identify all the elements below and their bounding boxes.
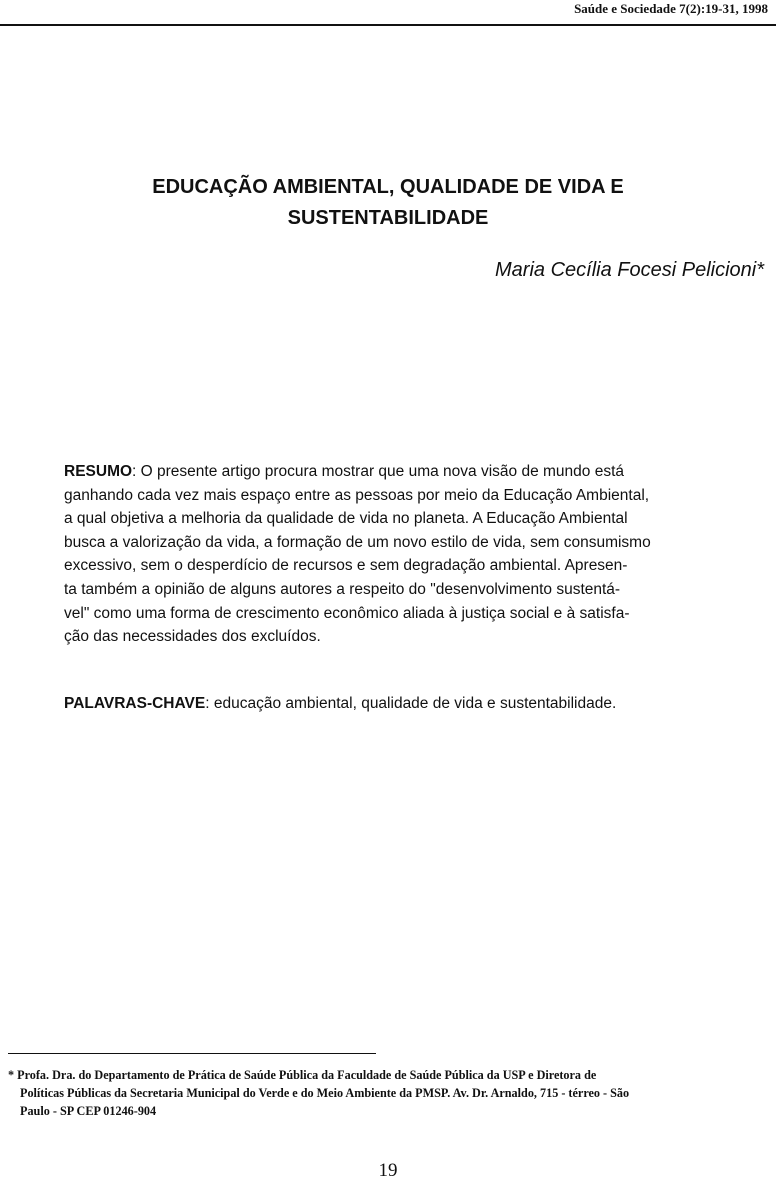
header-rule [0,24,776,26]
author-name: Maria Cecília Focesi Pelicioni* [495,259,764,281]
abstract-line: a qual objetiva a melhoria da qualidade de vida no planeta. A Educação Ambiental [64,510,628,528]
footnote [8,1066,768,1120]
abstract-label: RESUMO [64,463,133,480]
abstract-line: excessivo, sem o desperdício de recursos e sem degradação ambiental. Apresen- [64,557,628,575]
article-title [0,172,776,234]
title-line-2: SUSTENTABILIDADE [287,207,489,229]
footnote-rule [8,1053,376,1054]
keywords-label: PALAVRAS-CHAVE [64,695,206,712]
abstract-line: ção das necessidades dos excluídos. [64,628,321,646]
running-head: Saúde e Sociedade 7(2):19-31, 1998 [574,1,768,16]
abstract-line: ganhando cada vez mais espaço entre as pessoas por meio da Educação Ambiental, [64,486,650,504]
abstract-line: vel" como uma forma de crescimento econômico aliada à justiça social e à satisfa- [64,604,630,622]
keywords [64,693,744,715]
page-number: 19 [378,1160,398,1181]
footnote-line: Políticas Públicas da Secretaria Municipal do Verde e do Meio Ambiente da PMSP. Av. Dr. Arnaldo, 715 - térreo - São [20,1086,630,1100]
abstract-line: RESUMO: O presente artigo procura mostrar que uma nova visão de mundo está [64,463,625,480]
abstract-line: busca a valorização da vida, a formação de um novo estilo de vida, sem consumismo [64,533,651,551]
footnote-line: Paulo - SP CEP 01246-904 [20,1104,157,1118]
footnote-line: * Profa. Dra. do Departamento de Prática de Saúde Pública da Faculdade de Saúde Pública da USP e Diretora de [8,1068,597,1082]
title-line-1: EDUCAÇÃO AMBIENTAL, QUALIDADE DE VIDA E [152,176,624,198]
abstract-line: ta também a opinião de alguns autores a respeito do "desenvolvimento sustentá- [64,580,621,598]
abstract [64,460,724,649]
keywords-text: : educação ambiental, qualidade de vida e sustentabilidade. [205,695,617,712]
